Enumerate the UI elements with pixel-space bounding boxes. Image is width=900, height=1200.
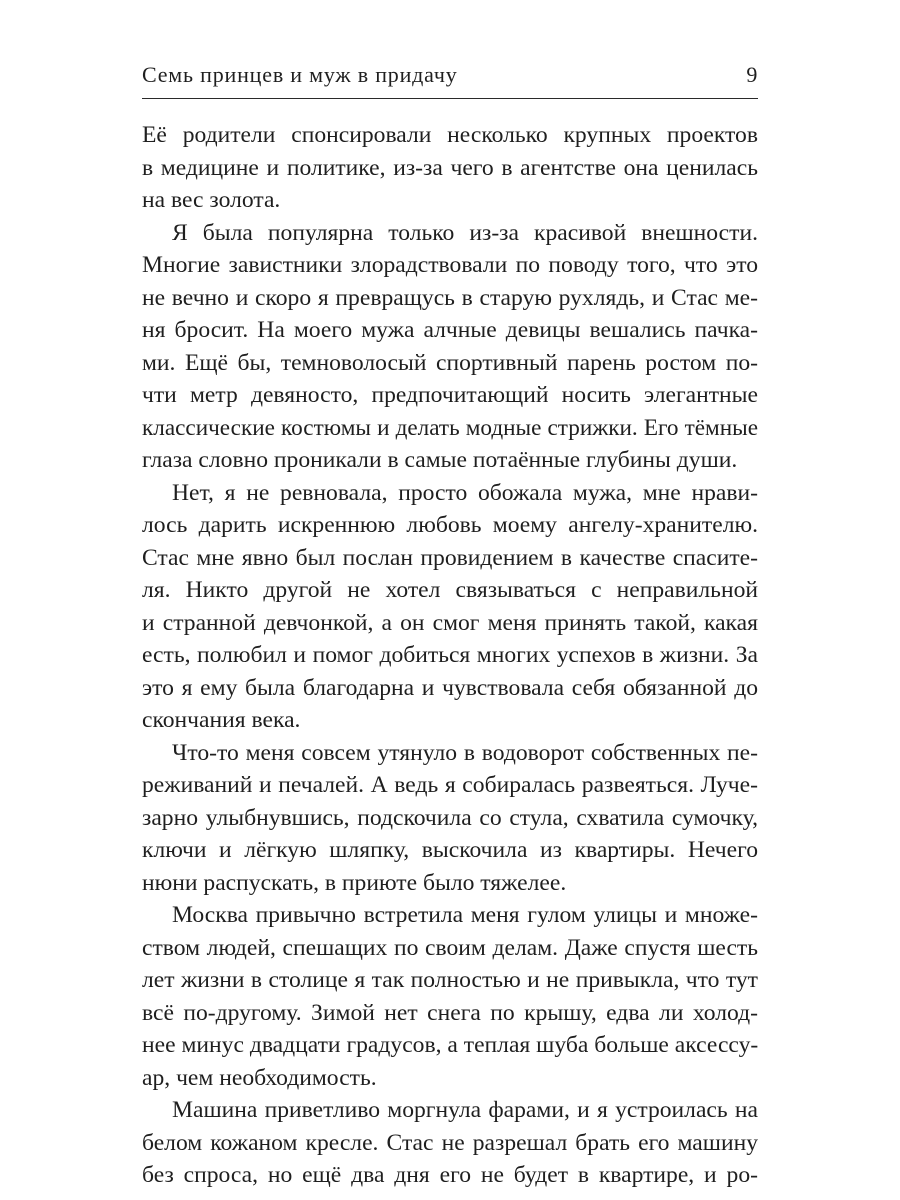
text-line: Москва привычно встретила меня гулом улицы и множе- bbox=[172, 902, 758, 928]
text-line: глаза словно проникали в самые потаённые глубины души. bbox=[142, 447, 738, 473]
text-line: белом кожаном кресле. Стас не разрешал брать его машину bbox=[142, 1129, 758, 1156]
running-header bbox=[142, 62, 758, 99]
text-line: не вечно и скоро я превращусь в старую рухлядь, и Стас ме- bbox=[142, 284, 758, 311]
book-title: Семь принцев и муж в придачу bbox=[142, 62, 458, 87]
text-line: всё по-другому. Зимой нет снега по крышу, едва ли холод- bbox=[142, 999, 758, 1026]
text-line: это я ему была благодарна и чувствовала себя обязанной до bbox=[142, 674, 758, 701]
text-line: на вес золота. bbox=[142, 187, 281, 213]
body-text bbox=[142, 119, 758, 1192]
text-line: лось дарить искреннюю любовь моему ангелу-хранителю. bbox=[142, 512, 758, 538]
text-line: ня бросит. На моего мужа алчные девицы вешались пачка- bbox=[142, 317, 758, 343]
text-line: Что-то меня совсем утянуло в водоворот собственных пе- bbox=[172, 739, 758, 766]
text-line: чти метр девяносто, предпочитающий носить элегантные bbox=[142, 382, 758, 408]
text-line: Нет, я не ревновала, просто обожала мужа, мне нрави- bbox=[172, 479, 758, 506]
text-line: есть, полюбил и помог добиться многих успехов в жизни. За bbox=[142, 642, 758, 668]
text-line: Её родители спонсировали несколько крупных проектов bbox=[142, 122, 758, 148]
text-line: нее минус двадцати градусов, а теплая шуба больше аксессу- bbox=[142, 1032, 758, 1058]
text-line: и странной девчонкой, а он смог меня принять такой, какая bbox=[142, 609, 758, 636]
text-line: ключи и лёгкую шляпку, выскочила из квартиры. Нечего bbox=[142, 837, 758, 863]
text-line: в медицине и политике, из-за чего в агентстве она ценилась bbox=[142, 154, 758, 181]
text-line: Машина приветливо моргнула фарами, и я устроилась на bbox=[172, 1097, 758, 1123]
text-line: Стас мне явно был послан провидением в качестве спасите- bbox=[142, 544, 758, 571]
text-line: ми. Ещё бы, темноволосый спортивный парень ростом по- bbox=[142, 349, 758, 376]
text-line: лет жизни в столице я так полностью и не привыкла, что тут bbox=[142, 967, 758, 993]
text-line: классические костюмы и делать модные стрижки. Его тёмные bbox=[142, 414, 758, 441]
page-number: 9 bbox=[746, 62, 758, 87]
book-page bbox=[142, 62, 758, 1192]
text-line: Многие завистники злорадствовали по поводу того, что это bbox=[142, 252, 758, 278]
text-line: скончания века. bbox=[142, 707, 301, 733]
text-line: без спроса, но ещё два дня его не будет в квартире, и ро- bbox=[142, 1162, 758, 1188]
text-line: ством людей, спешащих по своим делам. Даже спустя шесть bbox=[142, 934, 758, 961]
text-line: зарно улыбнувшись, подскочила со стула, схватила сумочку, bbox=[142, 804, 758, 831]
text-line: Я была популярна только из-за красивой внешности. bbox=[172, 219, 758, 246]
text-line: реживаний и печалей. А ведь я собиралась развеяться. Луче- bbox=[142, 772, 758, 798]
text-line: ар, чем необходимость. bbox=[142, 1064, 377, 1091]
text-line: нюни распускать, в приюте было тяжелее. bbox=[142, 869, 567, 896]
text-line: ля. Никто другой не хотел связываться с неправильной bbox=[142, 577, 758, 603]
